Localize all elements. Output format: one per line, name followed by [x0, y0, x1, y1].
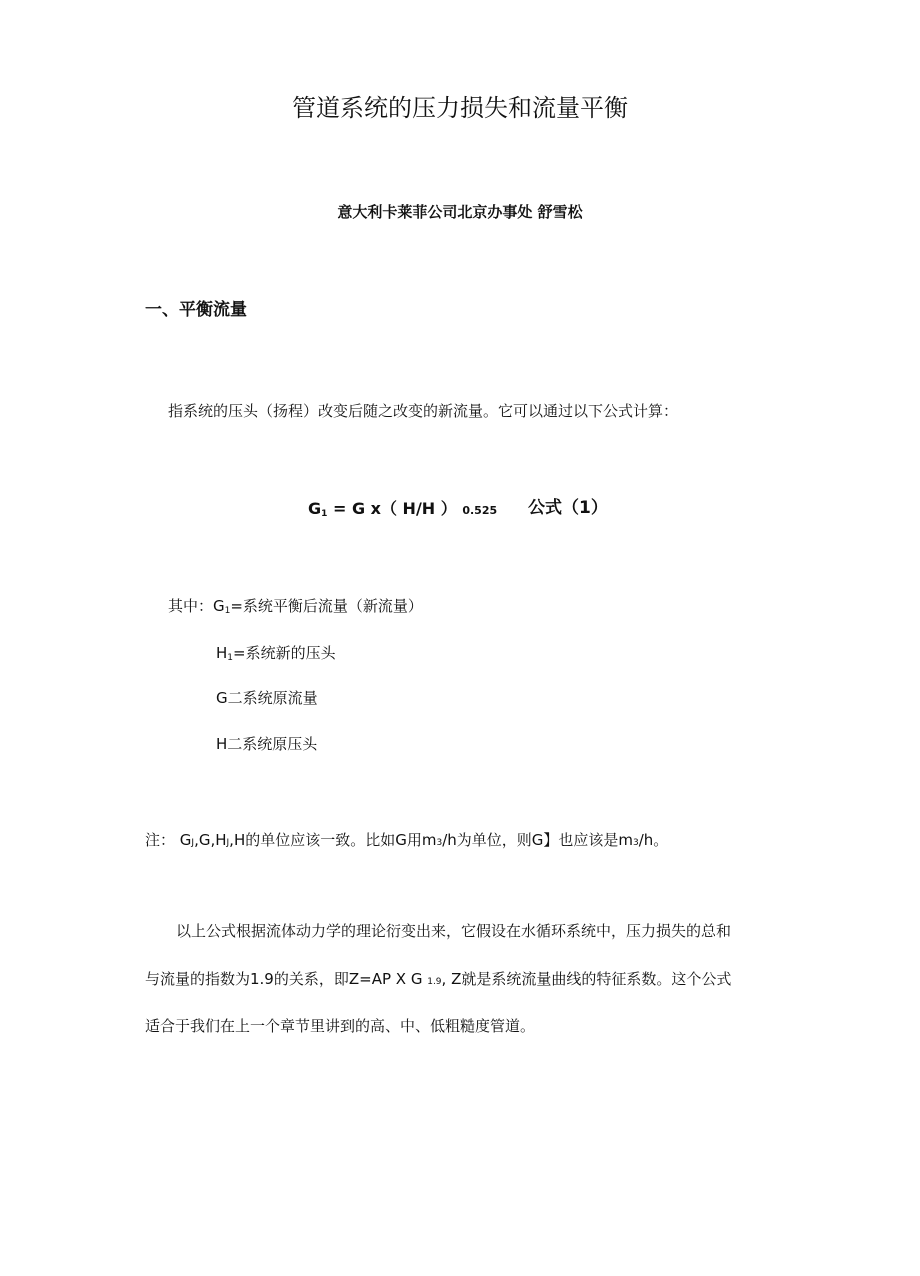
- note-part: ,H的单位应该一致。比如G用m: [229, 831, 437, 849]
- document-title: 管道系统的压力损失和流量平衡: [292, 94, 628, 122]
- formula-sub: 1: [321, 509, 328, 519]
- formula-g: G: [308, 499, 322, 518]
- where-line: [168, 599, 423, 616]
- note-sub: 3: [436, 838, 443, 848]
- intro-paragraph: 指系统的压头（扬程）改变后随之改变的新流量。它可以通过以下公式计算：: [168, 402, 679, 420]
- def-symbol: H: [216, 644, 228, 662]
- formula: [308, 501, 497, 519]
- note-line: [145, 833, 668, 848]
- def-g: G二系统原流量: [216, 689, 318, 707]
- paragraph-line-3: 适合于我们在上一个章节里讲到的高、中、低粗糙度管道。: [145, 1017, 536, 1035]
- note-sub: J: [226, 838, 230, 848]
- formula-label: 公式（1）: [528, 498, 608, 518]
- def-sub: 1: [227, 653, 234, 663]
- author-line: 意大利卡莱菲公司北京办事处 舒雪松: [337, 203, 583, 221]
- formula-body: = G x（ H/H ）: [327, 499, 457, 518]
- note-part: 注： G: [145, 831, 192, 849]
- section-heading: 一、平衡流量: [145, 300, 247, 320]
- where-text: =系统平衡后流量（新流量）: [230, 597, 423, 615]
- note-part: ,G,H: [194, 831, 227, 849]
- para-sub: 1.9: [427, 977, 442, 987]
- note-part: /h为单位，则G】也应该是m: [442, 831, 634, 849]
- def-text: =系统新的压头: [233, 644, 336, 662]
- note-part: /h。: [638, 831, 669, 849]
- note-sub: J: [191, 838, 195, 848]
- para-part: 与流量的指数为1.9的关系，即Z=AP X G: [145, 970, 428, 988]
- where-prefix: 其中：G: [168, 597, 225, 615]
- where-sub: 1: [224, 606, 231, 616]
- def-h: H二系统原压头: [216, 735, 318, 753]
- paragraph-line-2: [145, 972, 731, 987]
- note-sub: 3: [633, 838, 639, 848]
- formula-exponent: 0.525: [462, 504, 498, 517]
- para-part: , Z就是系统流量曲线的特征系数。这个公式: [441, 970, 732, 988]
- paragraph-line-1: 以上公式根据流体动力学的理论衍变出来，它假设在水循环系统中，压力损失的总和: [176, 922, 732, 940]
- def-h1: [216, 646, 336, 663]
